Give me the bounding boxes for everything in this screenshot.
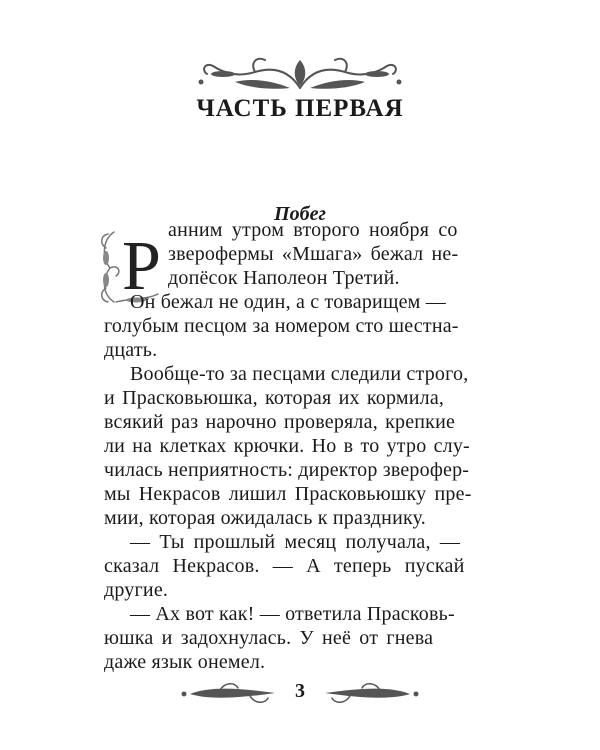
text-line: всякий раз нарочно проверяла, крепкие: [104, 411, 456, 433]
text-line: сказал Некрасов. — А теперь пускай: [104, 555, 465, 577]
text-line: мы Некрасов лишил Прасковьюшку пре-: [104, 483, 472, 505]
part-title: ЧАСТЬ ПЕРВАЯ: [196, 95, 404, 122]
text-line: другие.: [104, 579, 169, 601]
text-line: чилась неприятность: директор зверофер-: [104, 459, 470, 481]
text-line: голубым песцом за номером сто шестна-: [104, 315, 459, 337]
text-line: мии, которая ожидалась к празднику.: [104, 507, 427, 529]
text-line: допёсок Наполеон Третий.: [168, 267, 400, 289]
text-line: Он бежал не один, а с товарищем —: [130, 291, 446, 313]
text-line: зверофермы «Мшага» бежал не-: [168, 243, 459, 265]
text-line: Вообще-то за песцами следили строго,: [130, 363, 469, 385]
text-line: анним утром второго ноября со: [168, 219, 458, 241]
text-line: — Ах вот как! — ответила Прасковь-: [130, 603, 455, 625]
text-line: — Ты прошлый месяц получала, —: [130, 531, 461, 553]
page-number: 3: [295, 680, 305, 702]
text-line: и Прасковьюшка, которая их кормила,: [104, 387, 445, 409]
top-ornament-icon: [195, 52, 405, 96]
drop-cap-letter: Р: [122, 228, 161, 305]
text-line: даже язык онемел.: [104, 651, 266, 673]
text-line: ли на клетках крючки. Но в то утро слу-: [104, 435, 470, 457]
text-line: юшка и задохнулась. У неё от гнева: [104, 627, 434, 649]
chapter-title: Побег: [274, 203, 326, 225]
text-line: дцать.: [104, 339, 158, 361]
